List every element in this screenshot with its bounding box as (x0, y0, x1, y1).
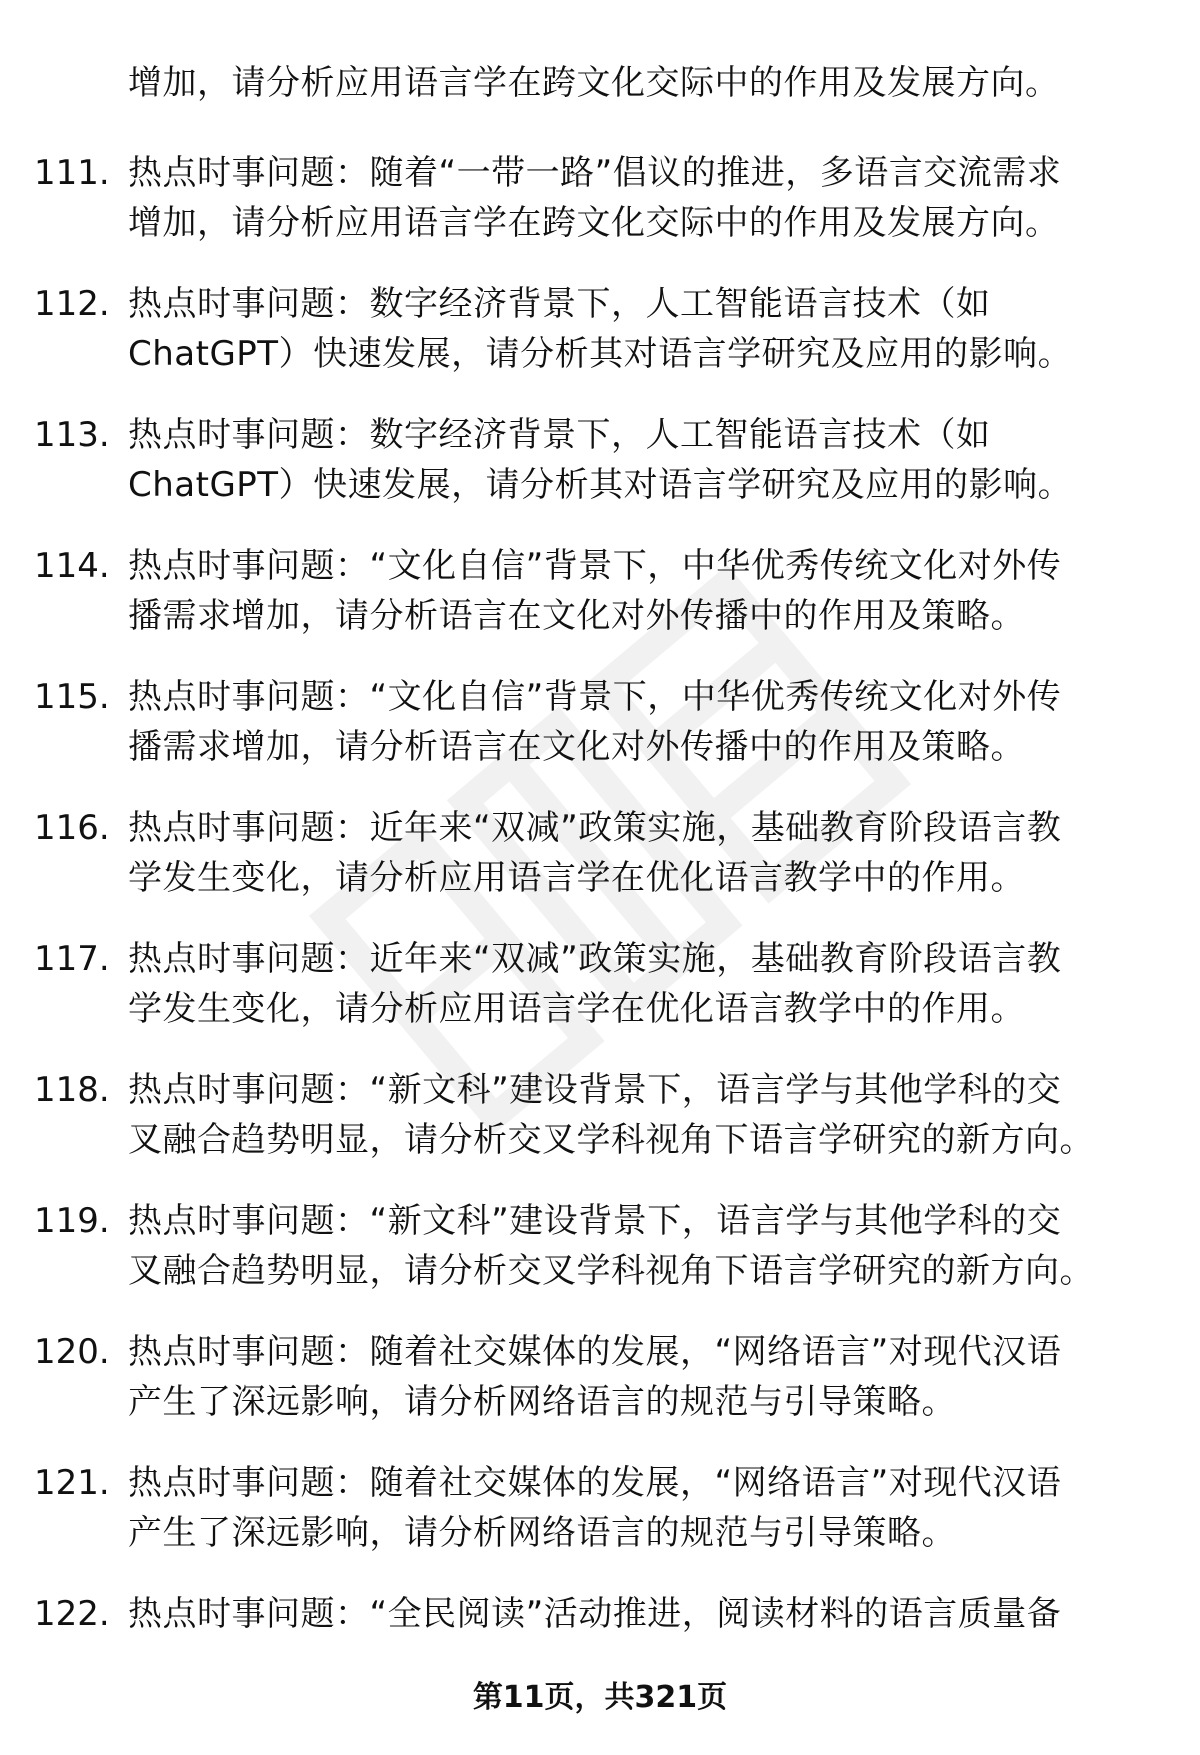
question-text-line: ChatGPT）快速发展，请分析其对语言学研究及应用的影响。 (128, 334, 1073, 374)
question-text-line: 热点时事问题：“新文科”建设背景下，语言学与其他学科的交 (128, 1070, 1062, 1110)
question-number: 113. (34, 415, 110, 455)
question-text-line: ChatGPT）快速发展，请分析其对语言学研究及应用的影响。 (128, 465, 1073, 505)
question-text (128, 148, 1138, 248)
question-text-line: 热点时事问题：随着社交媒体的发展，“网络语言”对现代汉语 (128, 1332, 1062, 1372)
question-number: 112. (34, 284, 110, 324)
question-number: 115. (34, 677, 110, 717)
continued-text-line: 增加，请分析应用语言学在跨文化交际中的作用及发展方向。 (128, 63, 1060, 103)
question-text-line: 产生了深远影响，请分析网络语言的规范与引导策略。 (128, 1382, 956, 1422)
question-item (0, 1327, 1200, 1458)
question-text-line: 叉融合趋势明显，请分析交叉学科视角下语言学研究的新方向。 (128, 1251, 1094, 1291)
question-item (0, 672, 1200, 803)
question-text-line: 热点时事问题：“文化自信”背景下，中华优秀传统文化对外传 (128, 546, 1062, 586)
question-number: 119. (34, 1201, 110, 1241)
question-text-line: 热点时事问题：随着社交媒体的发展，“网络语言”对现代汉语 (128, 1463, 1062, 1503)
question-text-line: 学发生变化，请分析应用语言学在优化语言教学中的作用。 (128, 858, 1025, 898)
question-text (128, 541, 1138, 641)
question-text-line: 热点时事问题：数字经济背景下，人工智能语言技术（如 (128, 284, 991, 324)
question-text-line: 热点时事问题：近年来“双减”政策实施，基础教育阶段语言教 (128, 808, 1062, 848)
question-text (128, 803, 1138, 903)
question-item (0, 541, 1200, 672)
question-number: 116. (34, 808, 110, 848)
question-text-line: 热点时事问题：“文化自信”背景下，中华优秀传统文化对外传 (128, 677, 1062, 717)
question-number: 117. (34, 939, 110, 979)
question-item (0, 1458, 1200, 1589)
question-text-line: 产生了深远影响，请分析网络语言的规范与引导策略。 (128, 1513, 956, 1553)
question-item (0, 803, 1200, 934)
question-item (0, 279, 1200, 410)
question-item (0, 1196, 1200, 1327)
question-text-line: 热点时事问题：“全民阅读”活动推进，阅读材料的语言质量备 (128, 1594, 1062, 1634)
question-text-line: 播需求增加，请分析语言在文化对外传播中的作用及策略。 (128, 596, 1025, 636)
question-list (0, 148, 1200, 1720)
question-text-line: 热点时事问题：数字经济背景下，人工智能语言技术（如 (128, 415, 991, 455)
question-text (128, 1327, 1138, 1427)
question-text (128, 1196, 1138, 1296)
question-text-line: 增加，请分析应用语言学在跨文化交际中的作用及发展方向。 (128, 203, 1060, 243)
question-text (128, 279, 1138, 379)
question-text (128, 410, 1138, 510)
question-text-line: 学发生变化，请分析应用语言学在优化语言教学中的作用。 (128, 989, 1025, 1029)
question-number: 118. (34, 1070, 110, 1110)
question-number: 111. (34, 153, 110, 193)
question-item (0, 1065, 1200, 1196)
question-item (0, 410, 1200, 541)
question-text (128, 934, 1138, 1034)
question-number: 122. (34, 1594, 110, 1634)
question-number: 121. (34, 1463, 110, 1503)
question-text-line: 热点时事问题：近年来“双减”政策实施，基础教育阶段语言教 (128, 939, 1062, 979)
question-text-line: 热点时事问题：随着“一带一路”倡议的推进，多语言交流需求 (128, 153, 1062, 193)
question-text (128, 1589, 1138, 1639)
question-number: 114. (34, 546, 110, 586)
question-text-line: 播需求增加，请分析语言在文化对外传播中的作用及策略。 (128, 727, 1025, 767)
question-text (128, 672, 1138, 772)
question-item (0, 934, 1200, 1065)
page-footer: 第11页，共321页 (472, 1680, 728, 1715)
question-text (128, 1458, 1138, 1558)
question-text (128, 1065, 1138, 1165)
question-number: 120. (34, 1332, 110, 1372)
question-text-line: 叉融合趋势明显，请分析交叉学科视角下语言学研究的新方向。 (128, 1120, 1094, 1160)
question-item (0, 148, 1200, 279)
question-text-line: 热点时事问题：“新文科”建设背景下，语言学与其他学科的交 (128, 1201, 1062, 1241)
